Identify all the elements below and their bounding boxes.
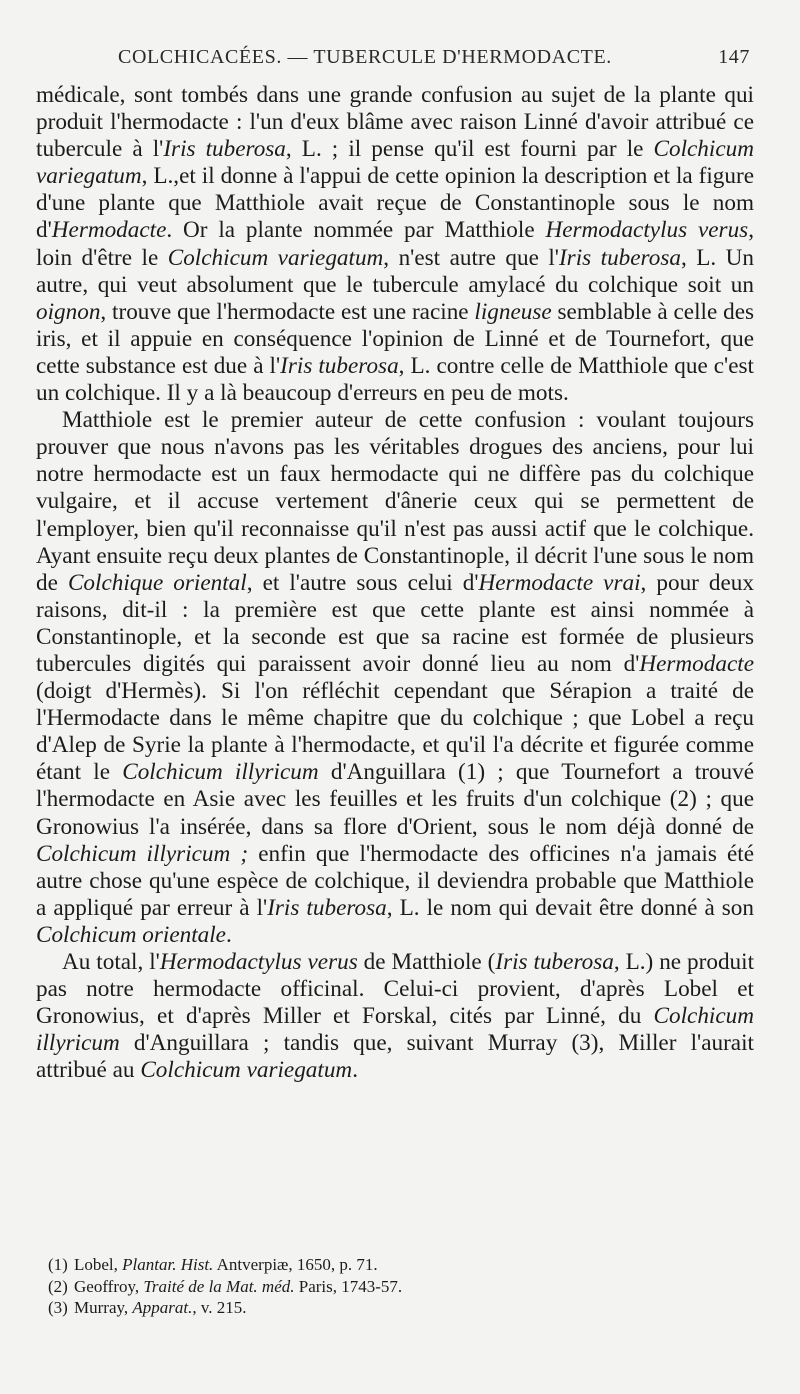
italic-run: Hermodactylus verus	[545, 217, 749, 244]
footnote	[48, 1276, 608, 1298]
running-head	[118, 46, 750, 76]
text-run: , n'est autre que l'	[383, 244, 559, 271]
body-text	[36, 82, 754, 1084]
italic-run: Colchicum variegatum	[167, 244, 384, 271]
paragraph	[36, 949, 754, 1084]
italic-run: Colchicum orientale	[36, 921, 226, 948]
footnote-author: Lobel,	[74, 1255, 123, 1274]
italic-run: Colchicum variegatum	[36, 136, 754, 190]
text-run: semblable à celle des iris, et il appuie en conséquence l'opinion de Linné et de Tournefort, que cette substance est due à l'	[36, 298, 755, 379]
footnote-author: Murray,	[74, 1298, 133, 1317]
italic-run: Colchicum illyricum	[122, 759, 319, 786]
text-run: , L. le nom qui devait être donné à son	[386, 894, 754, 921]
footnote-title: Plantar. Hist.	[122, 1255, 214, 1274]
text-run: l'	[152, 136, 164, 163]
italic-run: Colchique oriental	[67, 569, 247, 596]
text-run: . Or la plante nommée par Matthiole	[166, 217, 546, 244]
italic-run: Hermodacte vrai	[478, 569, 641, 596]
text-run: , L.,et il donne à l'appui de cette opinion la description et la figure d'une plante que Matthiole avait reçue de Constantinople sous le nom d'	[36, 163, 754, 244]
page-number: 147	[718, 46, 750, 68]
italic-run: Iris tuberosa	[267, 894, 387, 921]
italic-run: Hermodacte	[639, 650, 754, 677]
footnote-detail: Paris, 1743-57.	[294, 1276, 403, 1296]
text-run: , L. ; il pense qu'il est fourni par le	[285, 136, 654, 163]
text-run: Matthiole est le premier auteur de cette confusion : voulant toujours prouver que nous n'avons pas les véritables drogues des anciens, pour lui notre hermodacte est un faux hermodacte qui ne diffère pas du colchique vulgaire, et il accuse vertement d'ânerie ceux qui se permettent de l'employer, bien qu'il reconnaisse qu'il n'est pas aussi actif que le colchique. Ayant ensuite reçu deux plantes de Constantinople, il décrit l'une sous le nom de	[36, 407, 754, 596]
text-run: , L. contre celle de Matthiole que c'est un colchique. Il y a là beaucoup d'erreurs en peu de mots.	[36, 352, 754, 407]
italic-run: oignon	[36, 298, 101, 325]
text-run: (doigt d'Hermès). Si l'on réfléchit cependant que Sérapion a traité de l'Hermodacte dans le même chapitre que du colchique ; que Lobel a reçu d'Alep de Syrie la plante à l'hermodacte, et qu'il l'a décrite et figurée comme étant le	[36, 678, 754, 786]
footnote	[48, 1254, 608, 1276]
footnotes	[48, 1254, 608, 1319]
paragraph	[36, 407, 754, 949]
text-run: de Matthiole (	[357, 949, 496, 975]
text-run: médicale, sont tombés dans une grande confusion au sujet de la plante qui produit l'hermodacte : l'un d'eux blâme avec raison Linné d'avoir attribué ce tubercule à	[36, 82, 754, 163]
text-run: , pour deux raisons, dit-il : la première est que cette plante est ainsi nommée à Constantinople, et la seconde est que sa racine est formée de plusieurs tubercules digités qui paraissent avoir donné lieu au nom d'	[36, 569, 754, 677]
italic-run: Colchicum illyricum ;	[36, 840, 249, 867]
text-run: enfin que l'hermodacte des officines n'a jamais été autre chose qu'une espèce de colchique, il deviendra probable que Matthiole a appliqué par erreur à l'	[36, 840, 754, 921]
footnote-title: Apparat.	[132, 1298, 193, 1317]
text-run: .	[225, 921, 232, 948]
text-run: .	[352, 1057, 358, 1084]
text-run: , L. Un autre, qui veut absolument que le tubercule amylacé du colchique soit un	[36, 244, 754, 298]
italic-run: Hermodactylus verus	[159, 949, 358, 975]
text-run: , loin d'être le	[36, 217, 754, 271]
italic-run: Iris tuberosa	[558, 244, 681, 271]
footnote-title: Traité de la Mat. méd.	[143, 1276, 295, 1296]
footnote-number: (3)	[48, 1298, 68, 1317]
footnote	[48, 1297, 608, 1319]
italic-run: Colchicum variegatum	[140, 1057, 353, 1084]
italic-run: Iris tuberosa	[495, 949, 614, 975]
italic-run: Iris tuberosa	[163, 136, 286, 163]
running-head-title: COLCHICACÉES. — TUBERCULE D'HERMODACTE.	[118, 46, 612, 68]
text-run: , et l'autre sous celui d'	[246, 569, 479, 596]
footnote-detail: , v. 215.	[192, 1298, 247, 1317]
footnote-author: Geoffroy,	[74, 1276, 144, 1296]
text-run: , trouve que l'hermodacte est une racine	[100, 298, 475, 325]
italic-run: Colchicum illyricum	[36, 1003, 754, 1057]
italic-run: ligneuse	[474, 298, 552, 325]
footnote-number: (2)	[48, 1276, 68, 1296]
text-run: Au total, l'	[62, 949, 160, 975]
italic-run: Iris tuberosa	[280, 352, 399, 379]
text-run: , L.) ne produit pas notre hermodacte officinal. Celui-ci provient, d'après Lobel et Gronowius, et d'après Miller et Forskal, cités par Linné, du	[36, 949, 755, 1030]
footnote-detail: Antverpiæ, 1650, p. 71.	[213, 1255, 378, 1274]
paragraph	[36, 82, 754, 407]
text-run: d'Anguillara (1) ; que Tournefort a trouvé l'hermodacte en Asie avec les feuilles et les fruits d'un colchique (2) ; que Gronowius l'a insérée, dans sa flore d'Orient, sous le nom déjà donné de	[36, 759, 754, 840]
text-run: d'Anguillara ; tandis que, suivant Murray (3), Miller l'aurait attribué au	[36, 1030, 754, 1084]
italic-run: Hermodacte	[51, 217, 167, 244]
footnote-number: (1)	[48, 1255, 68, 1274]
